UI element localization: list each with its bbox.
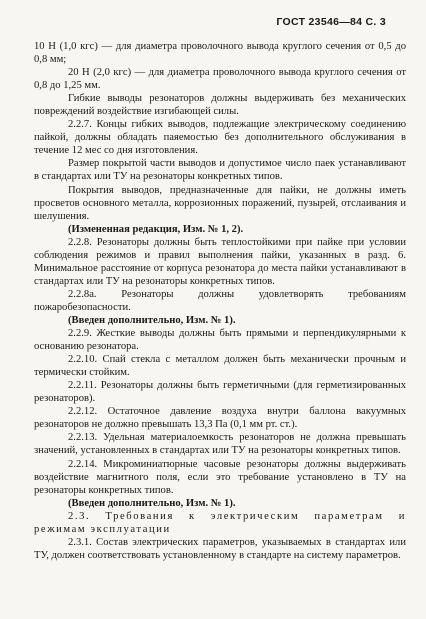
paragraph: 2.2.14. Микроминиатюрные часовые резонаторы должны выдерживать воздействие магнитного поля, если это требование установлено в ТУ на резонаторы конкретных типов. bbox=[34, 458, 406, 496]
paragraph: 2.2.8. Резонаторы должны быть теплостойкими при пайке при условии соблюдения режимов и правил выполнения пайки, указанных в разд. 6. Минимальное расстояние от корпуса резонатора до места пайки устанавливают в стандартах или ТУ на резонаторы конкретных типов. bbox=[34, 236, 406, 287]
paragraph: 2.2.7. Концы гибких выводов, подлежащие электрическому соединению пайкой, должны обладать паяемостью без дополнительного обслуживания в течение 12 мес со дня изготовления. bbox=[34, 119, 406, 157]
document-body bbox=[34, 40, 406, 562]
paragraph: 2.2.8а. Резонаторы должны удовлетворять требованиям пожаробезопасности. bbox=[34, 288, 406, 313]
amendment-note: (Введен дополнительно, Изм. № 1). bbox=[68, 497, 236, 509]
amendment-note: (Измененная редакция, Изм. № 1, 2). bbox=[68, 223, 244, 235]
paragraph: Покрытия выводов, предназначенные для пайки, не должны иметь просветов основного металла, коррозионных поражений, пузырей, отслаивания и шелушения. bbox=[34, 184, 406, 222]
paragraph: 2.2.11. Резонаторы должны быть герметичными (для герметизированных резонаторов). bbox=[34, 380, 406, 405]
paragraph: 10 Н (1,0 кгс) — для диаметра проволочного вывода круглого сечения от 0,5 до 0,8 мм; bbox=[34, 41, 406, 66]
page-header: ГОСТ 23546—84 С. 3 bbox=[276, 16, 386, 28]
paragraph: Гибкие выводы резонаторов должны выдерживать без механических повреждений воздействие изгибающей силы. bbox=[34, 93, 406, 118]
paragraph: 2.3.1. Состав электрических параметров, указываемых в стандартах или ТУ, должен соответствовать установленному в стандарте на систему параметров. bbox=[34, 536, 406, 561]
paragraph: 2.2.9. Жесткие выводы должны быть прямыми и перпендикулярными к основанию резонатора. bbox=[34, 328, 406, 353]
paragraph: 2.2.13. Удельная материалоемкость резонаторов не должна превышать значений, установленных в стандартах или ТУ на резонаторы конкретных типов. bbox=[34, 432, 406, 457]
amendment-note: (Введен дополнительно, Изм. № 1). bbox=[68, 314, 236, 326]
paragraph: 20 Н (2,0 кгс) — для диаметра проволочного вывода круглого сечения от 0,8 до 1,25 мм. bbox=[34, 67, 406, 92]
section-heading: 2.3. Требования к электрическим параметрам и режимам эксплуатации bbox=[34, 510, 406, 535]
paragraph: 2.2.10. Спай стекла с металлом должен быть механически прочным и термически стойким. bbox=[34, 354, 406, 379]
paragraph: Размер покрытой части выводов и допустимое число паек устанавливают в стандартах или ТУ на резонаторы конкретных типов. bbox=[34, 158, 406, 183]
paragraph: 2.2.12. Остаточное давление воздуха внутри баллона вакуумных резонаторов не должно превышать 13,3 Па (0,1 мм рт. ст.). bbox=[34, 406, 406, 431]
